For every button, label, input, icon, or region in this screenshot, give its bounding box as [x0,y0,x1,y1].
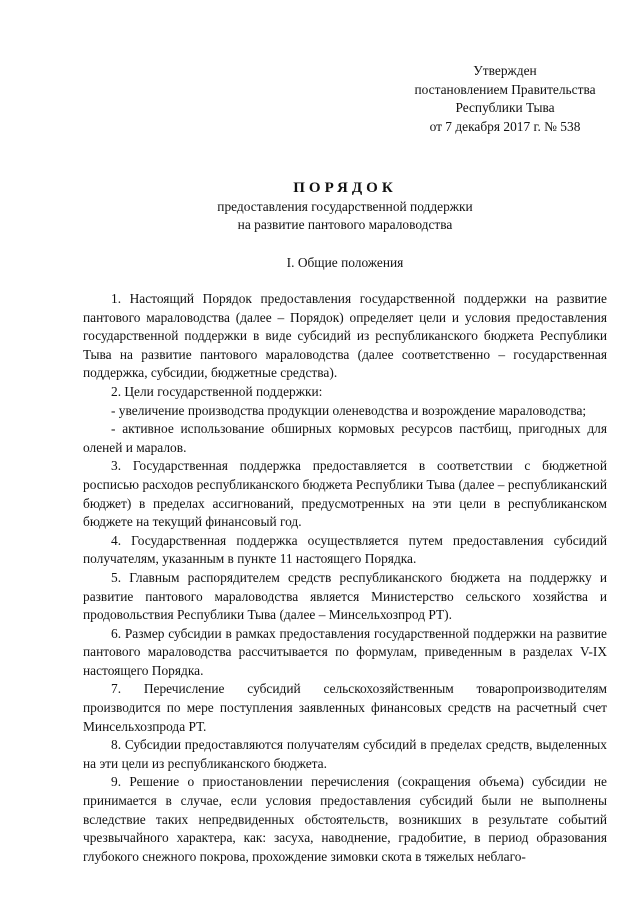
approval-line-approved: Утвержден [473,63,537,78]
approval-line-republic: Республики Тыва [455,100,555,115]
paragraph-2-item-2: - активное использование обширных кормовых ресурсов пастбищ, пригодных для оленей и маралов. [83,421,607,455]
paragraph-6: 6. Размер субсидии в рамках предоставления государственной поддержки на развитие пантового мараловодства рассчитывается по формулам, приведенным в разделах V-IX настоящего Порядка. [83,625,607,678]
paragraph-9: 9. Решение о приостановлении перечисления (сокращения объема) субсидии не принимается в случае, если условия предоставления субсидий были не выполнены вследствие таких непредвиденных обстоятельств, возникших в результате событий чрезвычайного характера, как: засуха, наводнение, градобитие, в период образования глубокого снежного покрова, прохождение зимовки скота в тяжелых неблаго- [83,774,607,864]
paragraph-5: 5. Главным распорядителем средств республиканского бюджета на поддержку и развитие пантового мараловодства является Министерство сельского хозяйства и продовольствия Республики Тыва (далее – Минсельхозпрод РТ). [83,569,607,623]
paragraph-8: 8. Субсидии предоставляются получателям субсидий в пределах средств, выделенных на эти цели из республиканского бюджета. [83,737,607,771]
paragraph-4: 4. Государственная поддержка осуществляется путем предоставления субсидий получателям, указанным в пункте 11 настоящего Порядка. [83,532,607,567]
document-body [83,290,607,866]
section-heading: I. Общие положения [286,255,404,270]
approval-line-decree: постановлением Правительства [414,81,596,97]
paragraph-3: 3. Государственная поддержка предоставляется в соответствии с бюджетной росписью расходов республиканского бюджета Республики Тыва (далее – республиканский бюджет) в пределах ассигнований, предусмотренных на эти цели в республиканском бюджете на текущий финансовый год. [83,458,607,530]
document-subtitle [83,198,607,234]
subtitle-line-1: предоставления государственной поддержки [217,199,473,214]
approval-stamp [399,62,611,136]
approval-line-date: от 7 декабря 2017 г. № 538 [429,118,581,134]
paragraph-7: 7. Перечисление субсидий сельскохозяйственным товаропроизводителям производится по мере поступления заявленных финансовых средств на расчетный счет Минсельхозпрода РТ. [83,681,607,734]
document-title: ПОРЯДОК [293,180,397,196]
paragraph-1: 1. Настоящий Порядок предоставления государственной поддержки на развитие пантового мараловодства (далее – Порядок) определяет цели и условия предоставления государственной поддержки в виде субсидий из республиканского бюджета Республики Тыва на развитие пантового мараловодства (далее соответственно – государственная поддержка, субсидии, бюджетные средства). [83,291,607,381]
paragraph-2-item-1: - увеличение производства продукции оленеводства и возрождение мараловодства; [111,402,587,418]
paragraph-2: 2. Цели государственной поддержки: [111,383,323,399]
subtitle-line-2: на развитие пантового мараловодства [237,217,453,232]
